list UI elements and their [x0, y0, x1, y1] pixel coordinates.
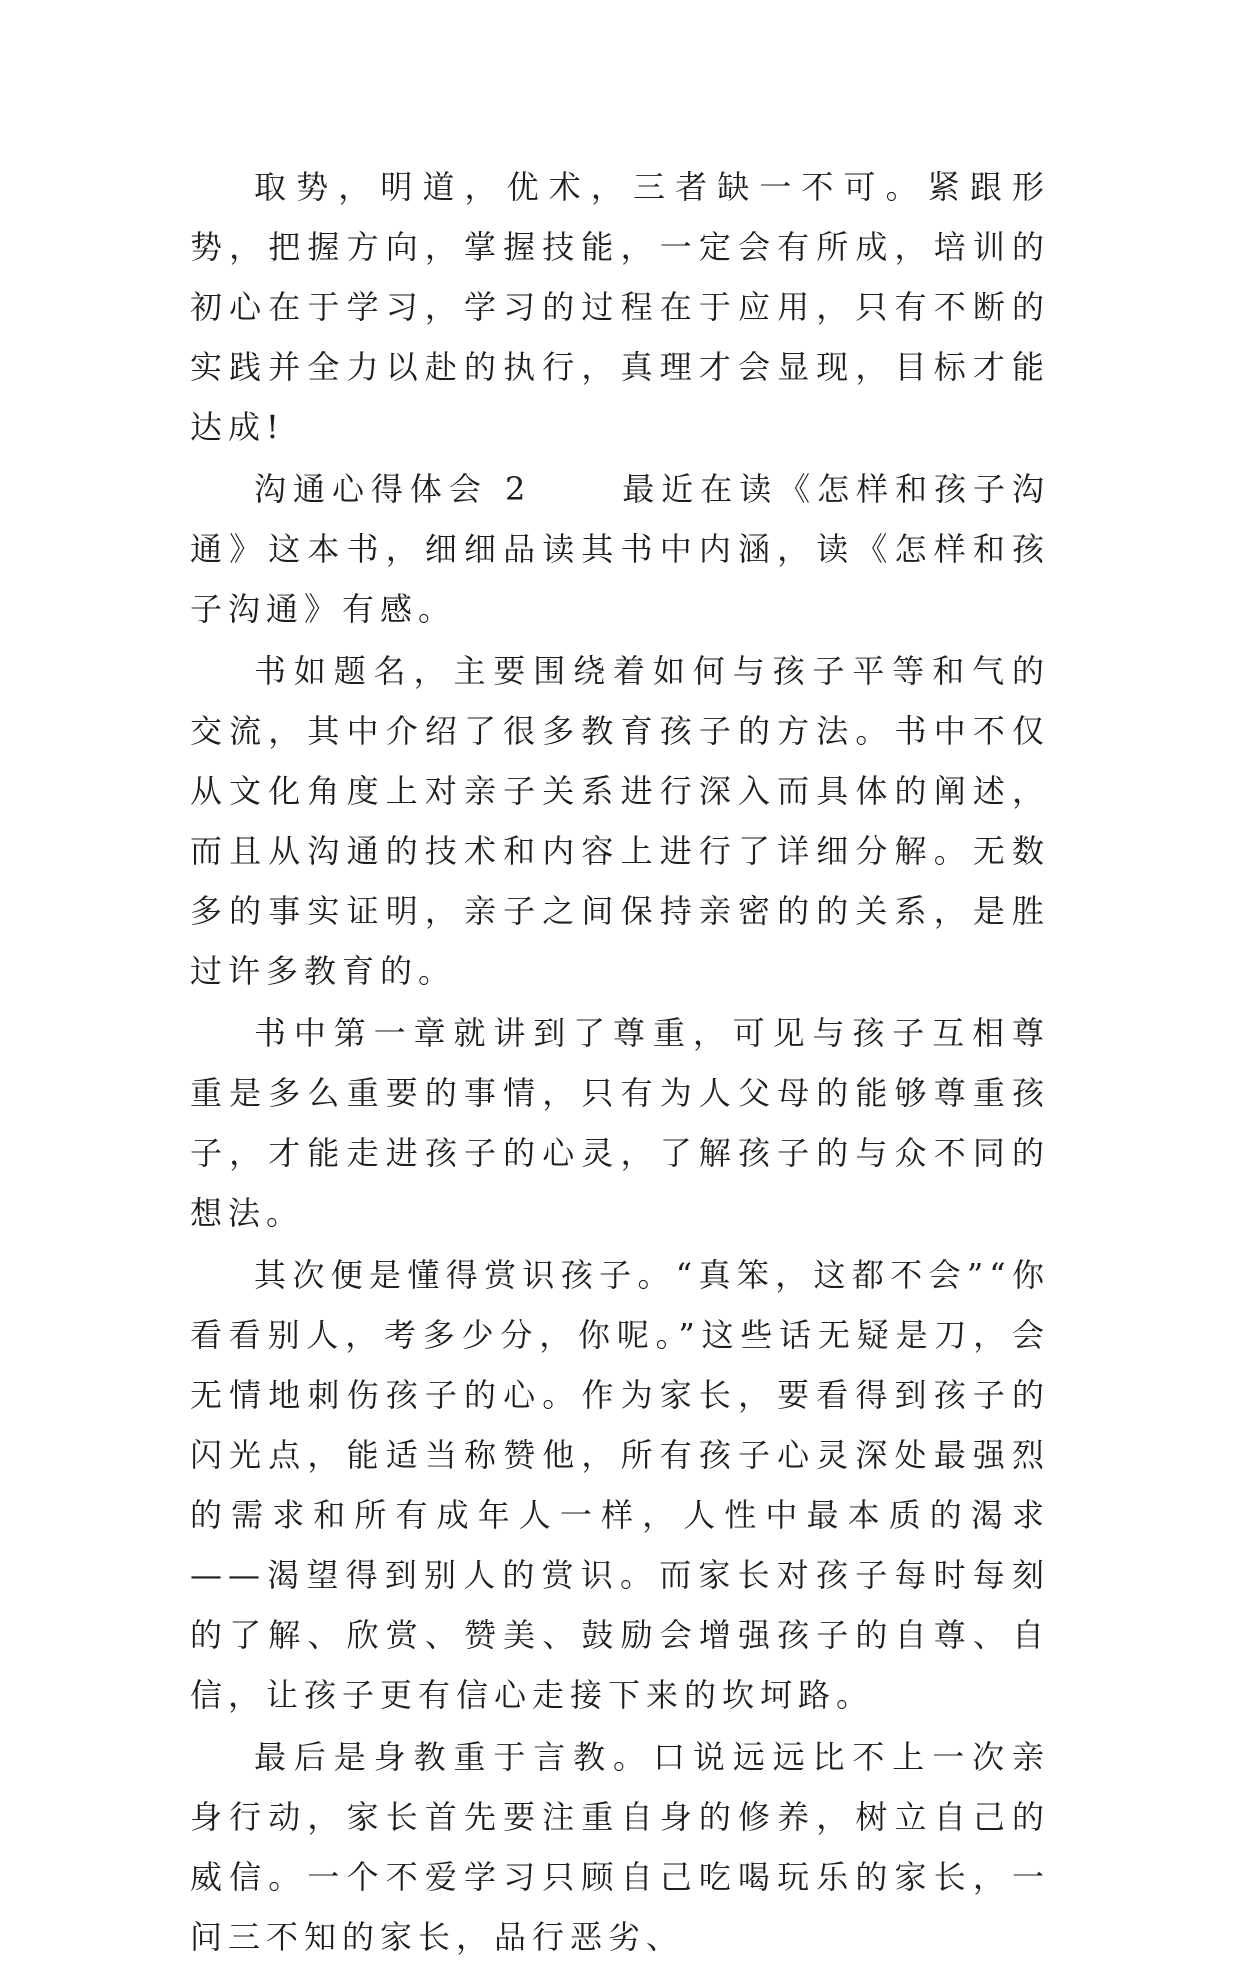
section-heading: 沟通心得体会 2: [254, 470, 532, 508]
paragraph-3: 书中第一章就讲到了尊重，可见与孩子互相尊重是多么重要的事情，只有为人父母的能够尊重孩子，才能走进孩子的心灵，了解孩子的与众不同的想法。: [190, 1014, 1050, 1232]
document-body: [190, 157, 1050, 1967]
paragraph-5: 最后是身教重于言教。口说远远比不上一次亲身行动，家长首先要注重自身的修养，树立自己的威信。一个不爱学习只顾自己吃喝玩乐的家长，一问三不知的家长，品行恶劣、: [190, 1738, 1050, 1956]
paragraph-1: 取势，明道，优术，三者缺一不可。紧跟形势，把握方向，掌握技能，一定会有所成，培训的初心在于学习，学习的过程在于应用，只有不断的实践并全力以赴的执行，真理才会显现，目标才能达成!: [190, 168, 1050, 446]
section-paragraph: [190, 459, 1050, 639]
paragraph-2: 书如题名，主要围绕着如何与孩子平等和气的交流，其中介绍了很多教育孩子的方法。书中不仅从文化角度上对亲子关系进行深入而具体的阐述，而且从沟通的技术和内容上进行了详细分解。无数多的事实证明，亲子之间保持亲密的的关系，是胜过许多教育的。: [190, 652, 1050, 990]
section-intro-text: 最近在读《怎样和孩子沟通》这本书，细细品读其书中内涵，读《怎样和孩子沟通》有感。: [190, 470, 1050, 628]
paragraph-4: 其次便是懂得赏识孩子。“真笨，这都不会”“你看看别人，考多少分，你呢。”这些话无疑是刀，会无情地刺伤孩子的心。作为家长，要看得到孩子的闪光点，能适当称赞他，所有孩子心灵深处最强烈的需求和所有成年人一样，人性中最本质的渴求——渴望得到别人的赏识。而家长对孩子每时每刻的了解、欣赏、赞美、鼓励会增强孩子的自尊、自信，让孩子更有信心走接下来的坎坷路。: [190, 1256, 1050, 1714]
